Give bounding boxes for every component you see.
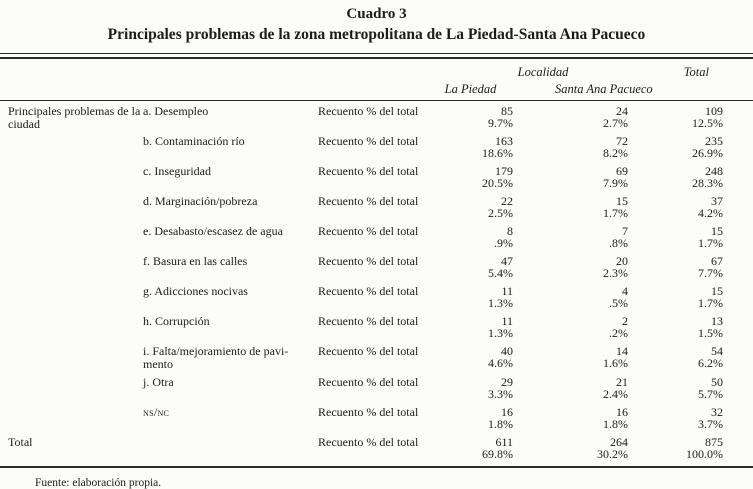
- bottom-rule: [0, 466, 753, 468]
- value-cell-la-piedad: [428, 436, 513, 460]
- value-cell-total: [628, 135, 723, 159]
- pct-value: 18.6%: [482, 146, 513, 160]
- measure-label: Recuento % del total: [318, 104, 419, 118]
- table-row: [0, 195, 753, 219]
- pct-value: 5.4%: [488, 266, 513, 280]
- measure-label: Recuento % del total: [318, 254, 419, 268]
- count-value: 47: [501, 254, 513, 268]
- measure-label: Recuento % del total: [318, 164, 419, 178]
- count-value: 16: [616, 405, 628, 419]
- value-cell-santa-ana: [513, 255, 628, 279]
- value-cell-la-piedad: [428, 285, 513, 309]
- count-value: 13: [711, 314, 723, 328]
- total-column-header: Total: [683, 65, 709, 79]
- pct-value: 4.2%: [698, 206, 723, 220]
- count-value: 21: [616, 375, 628, 389]
- source-footnote: Fuente: elaboración propia.: [35, 477, 162, 489]
- problem-label: e. Desabasto/escasez de agua: [143, 224, 283, 238]
- value-cell-la-piedad: [428, 345, 513, 369]
- count-value: 15: [616, 194, 628, 208]
- count-value: 24: [616, 104, 628, 118]
- pct-value: 5.7%: [698, 387, 723, 401]
- pct-value: .2%: [609, 326, 628, 340]
- value-cell-santa-ana: [513, 135, 628, 159]
- count-value: 109: [705, 104, 723, 118]
- table-row: [0, 255, 753, 279]
- table-row: [0, 345, 753, 370]
- pct-value: 1.8%: [488, 417, 513, 431]
- problem-label: b. Contaminación río: [143, 134, 245, 148]
- count-value: 50: [711, 375, 723, 389]
- value-cell-total: [628, 345, 723, 369]
- value-cell-total: [628, 406, 723, 430]
- pct-value: 1.7%: [698, 296, 723, 310]
- stats-table: [0, 53, 753, 468]
- total-row: [0, 436, 753, 460]
- value-cell-santa-ana: [513, 315, 628, 339]
- measure-label: Recuento % del total: [318, 435, 419, 449]
- problem-label: j. Otra: [143, 375, 174, 389]
- pct-value: 1.5%: [698, 326, 723, 340]
- pct-value: 1.8%: [603, 417, 628, 431]
- count-value: 163: [495, 134, 513, 148]
- la-piedad-column-header: La Piedad: [444, 82, 497, 96]
- pct-value: 4.6%: [488, 356, 513, 370]
- value-cell-total: [628, 436, 723, 460]
- pct-value: 1.7%: [698, 236, 723, 250]
- value-cell-santa-ana: [513, 285, 628, 309]
- value-cell-total: [628, 376, 723, 400]
- value-cell-la-piedad: [428, 376, 513, 400]
- measure-label: Recuento % del total: [318, 134, 419, 148]
- table-row: [0, 376, 753, 400]
- count-value: 15: [711, 224, 723, 238]
- count-value: 16: [501, 405, 513, 419]
- pct-value: 28.3%: [692, 176, 723, 190]
- count-value: 7: [622, 224, 628, 238]
- top-rule-thin: [0, 53, 753, 54]
- problem-label: d. Marginación/pobreza: [143, 194, 258, 208]
- value-cell-la-piedad: [428, 406, 513, 430]
- problem-label: g. Adicciones nocivas: [143, 284, 248, 298]
- pct-value: 3.7%: [698, 417, 723, 431]
- measure-label: Recuento % del total: [318, 405, 419, 419]
- value-cell-santa-ana: [513, 406, 628, 430]
- measure-label: Recuento % del total: [318, 224, 419, 238]
- table-body: [0, 101, 753, 460]
- count-value: 14: [616, 344, 628, 358]
- table-row: [0, 225, 753, 249]
- count-value: 29: [501, 375, 513, 389]
- count-value: 11: [501, 314, 513, 328]
- header-row-sub: [0, 81, 753, 97]
- value-cell-total: [628, 105, 723, 129]
- value-cell-santa-ana: [513, 105, 628, 129]
- row-group-label: Principales problemas de la ciudad: [8, 104, 141, 131]
- pct-value: 7.7%: [698, 266, 723, 280]
- value-cell-la-piedad: [428, 255, 513, 279]
- table-caption-title: Principales problemas de la zona metropolitana de La Piedad-Santa Ana Pacueco: [107, 26, 646, 43]
- count-value: 15: [711, 284, 723, 298]
- pct-value: 1.7%: [603, 206, 628, 220]
- count-value: 67: [711, 254, 723, 268]
- santa-ana-column-header: Santa Ana Pacueco: [555, 82, 653, 96]
- count-value: 8: [507, 224, 513, 238]
- pct-value: 9.7%: [488, 116, 513, 130]
- count-value: 40: [501, 344, 513, 358]
- problem-label: a. Desempleo: [143, 104, 209, 118]
- count-value: 20: [616, 254, 628, 268]
- count-value: 22: [501, 194, 513, 208]
- value-cell-santa-ana: [513, 345, 628, 369]
- value-cell-la-piedad: [428, 315, 513, 339]
- pct-value: 2.3%: [603, 266, 628, 280]
- count-value: 611: [495, 435, 513, 449]
- count-value: 72: [616, 134, 628, 148]
- count-value: 4: [622, 284, 628, 298]
- pct-value: 2.5%: [488, 206, 513, 220]
- pct-value: 2.4%: [603, 387, 628, 401]
- pct-value: 100.0%: [686, 447, 723, 461]
- pct-value: 7.9%: [603, 176, 628, 190]
- value-cell-total: [628, 315, 723, 339]
- pct-value: 6.2%: [698, 356, 723, 370]
- table-row: [0, 285, 753, 309]
- top-rule-thick: [0, 57, 753, 59]
- pct-value: 2.7%: [603, 116, 628, 130]
- measure-label: Recuento % del total: [318, 284, 419, 298]
- pct-value: 26.9%: [692, 146, 723, 160]
- value-cell-total: [628, 165, 723, 189]
- pct-value: .9%: [494, 236, 513, 250]
- count-value: 37: [711, 194, 723, 208]
- table-row: [0, 135, 753, 159]
- value-cell-total: [628, 195, 723, 219]
- problem-label: f. Basura en las calles: [143, 254, 248, 268]
- value-cell-santa-ana: [513, 165, 628, 189]
- count-value: 2: [622, 314, 628, 328]
- value-cell-santa-ana: [513, 376, 628, 400]
- count-value: 32: [711, 405, 723, 419]
- value-cell-la-piedad: [428, 105, 513, 129]
- value-cell-santa-ana: [513, 195, 628, 219]
- pct-value: 12.5%: [692, 116, 723, 130]
- measure-label: Recuento % del total: [318, 344, 419, 358]
- measure-label: Recuento % del total: [318, 375, 419, 389]
- count-value: 875: [705, 435, 723, 449]
- value-cell-total: [628, 285, 723, 309]
- value-cell-santa-ana: [513, 436, 628, 460]
- table-row: [0, 165, 753, 189]
- header-row-group: [0, 64, 753, 80]
- count-value: 248: [705, 164, 723, 178]
- count-value: 264: [610, 435, 628, 449]
- table-caption-number: Cuadro 3: [346, 6, 407, 22]
- count-value: 11: [501, 284, 513, 298]
- value-cell-la-piedad: [428, 225, 513, 249]
- value-cell-santa-ana: [513, 225, 628, 249]
- measure-label: Recuento % del total: [318, 194, 419, 208]
- value-cell-la-piedad: [428, 135, 513, 159]
- problem-label: c. Inseguridad: [143, 164, 211, 178]
- pct-value: 8.2%: [603, 146, 628, 160]
- value-cell-la-piedad: [428, 165, 513, 189]
- pct-value: 1.3%: [488, 326, 513, 340]
- total-row-label: Total: [8, 435, 33, 449]
- count-value: 54: [711, 344, 723, 358]
- pct-value: .5%: [609, 296, 628, 310]
- pct-value: 20.5%: [482, 176, 513, 190]
- value-cell-la-piedad: [428, 195, 513, 219]
- count-value: 179: [495, 164, 513, 178]
- table-row: [0, 406, 753, 430]
- pct-value: 1.3%: [488, 296, 513, 310]
- pct-value: .8%: [609, 236, 628, 250]
- problem-label: ns/nc: [143, 405, 170, 419]
- pct-value: 69.8%: [482, 447, 513, 461]
- pct-value: 3.3%: [488, 387, 513, 401]
- problem-label: h. Corrupción: [143, 314, 210, 328]
- count-value: 69: [616, 164, 628, 178]
- measure-label: Recuento % del total: [318, 314, 419, 328]
- problem-label: i. Falta/mejoramiento de pavimento: [143, 344, 289, 371]
- pct-value: 1.6%: [603, 356, 628, 370]
- value-cell-total: [628, 255, 723, 279]
- value-cell-total: [628, 225, 723, 249]
- pct-value: 30.2%: [597, 447, 628, 461]
- locality-group-header: Localidad: [517, 65, 569, 79]
- count-value: 85: [501, 104, 513, 118]
- count-value: 235: [705, 134, 723, 148]
- table-row: [0, 315, 753, 339]
